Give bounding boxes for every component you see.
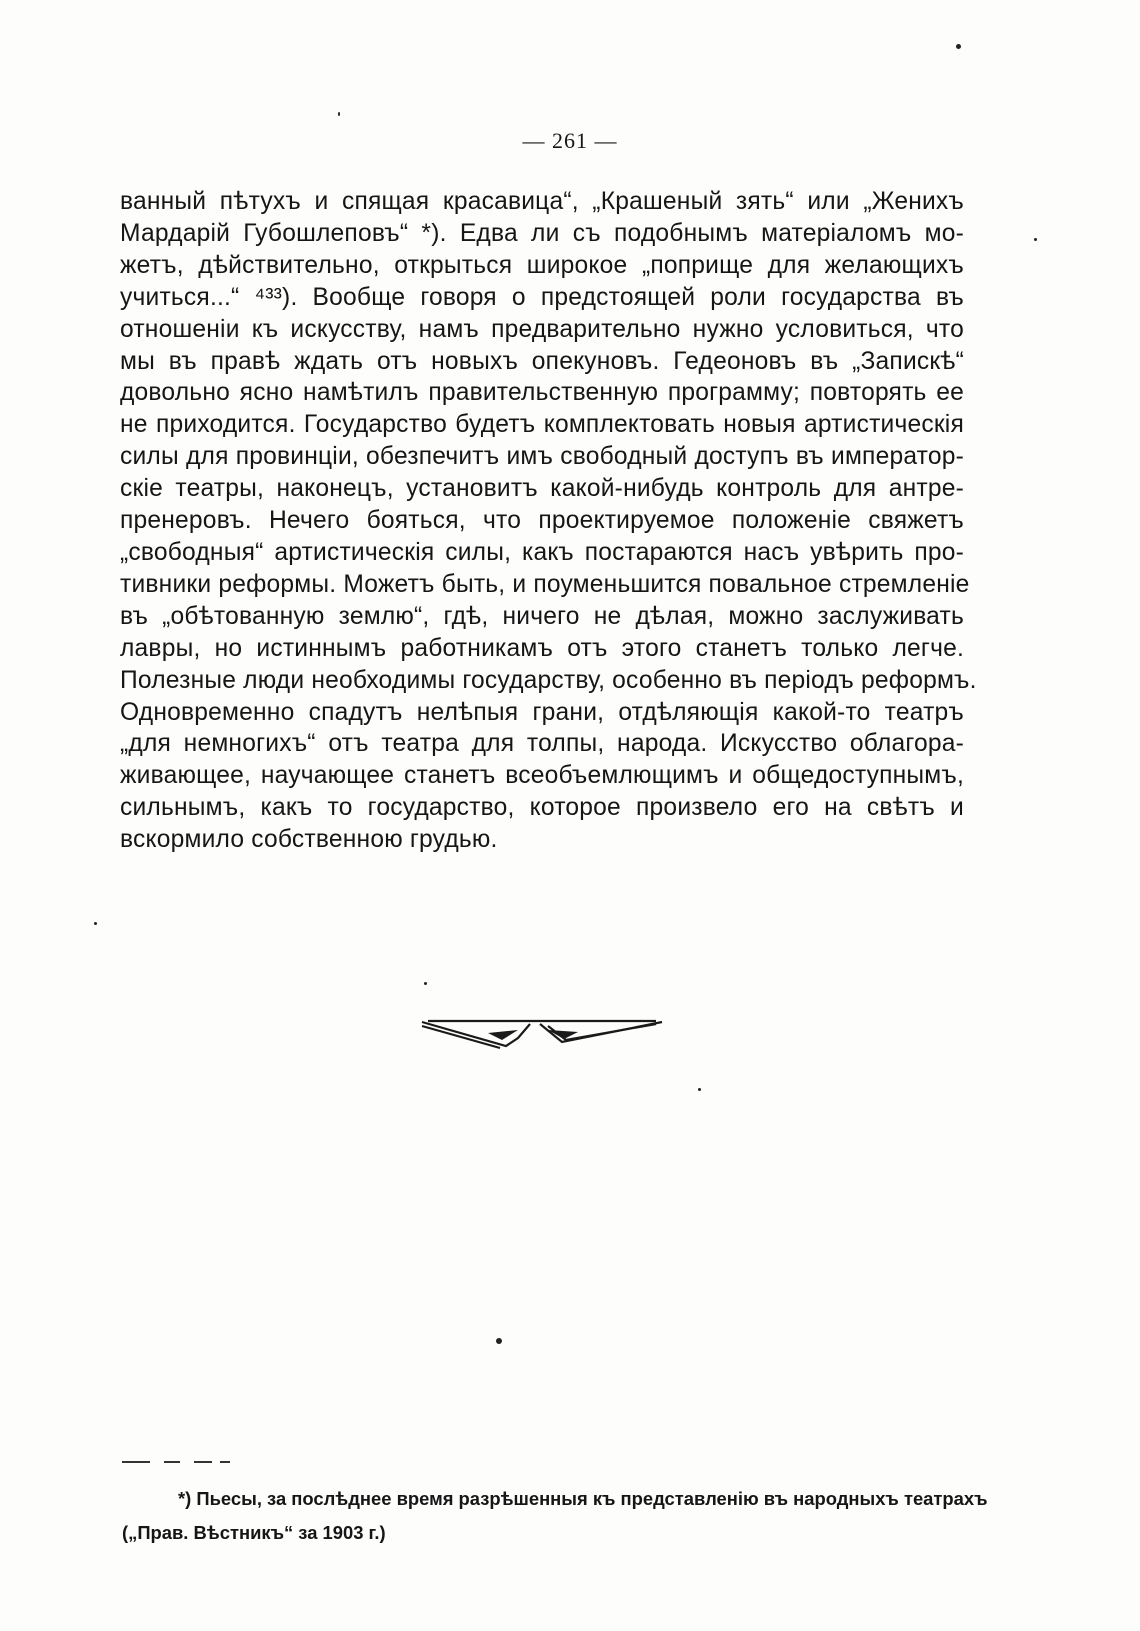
scan-speck <box>496 1338 502 1344</box>
footnote-separator <box>122 1457 232 1467</box>
scan-speck <box>698 1088 701 1091</box>
text-line: Одновременно спадутъ нелѣпыя грани, отдѣляющія какой-то театръ <box>120 698 964 726</box>
text-line-last: вскормило собственною грудью. <box>120 826 498 854</box>
text-line: живающее, научающее станетъ всеобъемлющимъ и общедоступнымъ, <box>120 762 964 790</box>
text-line: учиться...“ ⁴³³). Вообще говоря о предстоящей роли государства въ <box>120 283 964 311</box>
scan-speck <box>94 922 97 925</box>
text-line: Мардарій Губошлеповъ“ *). Едва ли съ подобнымъ матеріаломъ мо- <box>120 219 964 247</box>
scan-speck <box>338 112 340 116</box>
text-line: мы въ правѣ ждать отъ новыхъ опекуновъ. Гедеоновъ въ „Запискѣ“ <box>120 347 964 375</box>
scan-speck <box>424 982 427 985</box>
text-line: сильнымъ, какъ то государство, которое произвело его на свѣтъ и <box>120 794 964 822</box>
text-line: тивники реформы. Можетъ быть, и поуменьшится повальное стремленіе <box>120 570 970 598</box>
text-line: довольно ясно намѣтилъ правительственную программу; повторять ее <box>120 379 964 407</box>
chevron-ornament-icon <box>420 1018 664 1062</box>
text-line: пренеровъ. Нечего бояться, что проектируемое положеніе свяжетъ <box>120 507 964 535</box>
page-number: — 261 — <box>522 128 618 153</box>
main-text <box>120 186 977 856</box>
text-line: не приходится. Государство будетъ комплектовать новыя артистическія <box>120 411 964 439</box>
text-line: „для немногихъ“ отъ театра для толпы, народа. Искусство облагора- <box>120 730 964 758</box>
footnote-line: („Прав. Вѣстникъ“ за 1903 г.) <box>122 1522 386 1543</box>
text-line: въ „обѣтованную землю“, гдѣ, ничего не дѣлая, можно заслуживать <box>120 602 964 630</box>
text-line: жетъ, дѣйствительно, открыться широкое „поприще для желающихъ <box>120 251 964 279</box>
text-line: скіе театры, наконецъ, установитъ какой-нибудь контроль для антре- <box>120 475 964 503</box>
text-line: ванный пѣтухъ и спящая красавица“, „Крашеный зять“ или „Женихъ <box>120 188 964 215</box>
text-line: отношеніи къ искусству, намъ предварительно нужно условиться, что <box>120 315 964 343</box>
text-line: Полезные люди необходимы государству, особенно въ періодъ реформъ. <box>120 666 977 694</box>
footnote-line: *) Пьесы, за послѣднее время разрѣшенныя къ представленію въ народныхъ театрахъ <box>178 1488 988 1509</box>
text-line: „свободныя“ артистическія силы, какъ постараются насъ увѣрить про- <box>120 538 964 566</box>
scan-speck <box>956 44 961 49</box>
footnote <box>122 1482 988 1550</box>
scan-speck <box>1034 238 1037 241</box>
text-line: силы для провинціи, обезпечитъ имъ свободный доступъ въ император- <box>120 443 964 471</box>
text-line: лавры, но истиннымъ работникамъ отъ этого станетъ только легче. <box>120 634 964 662</box>
